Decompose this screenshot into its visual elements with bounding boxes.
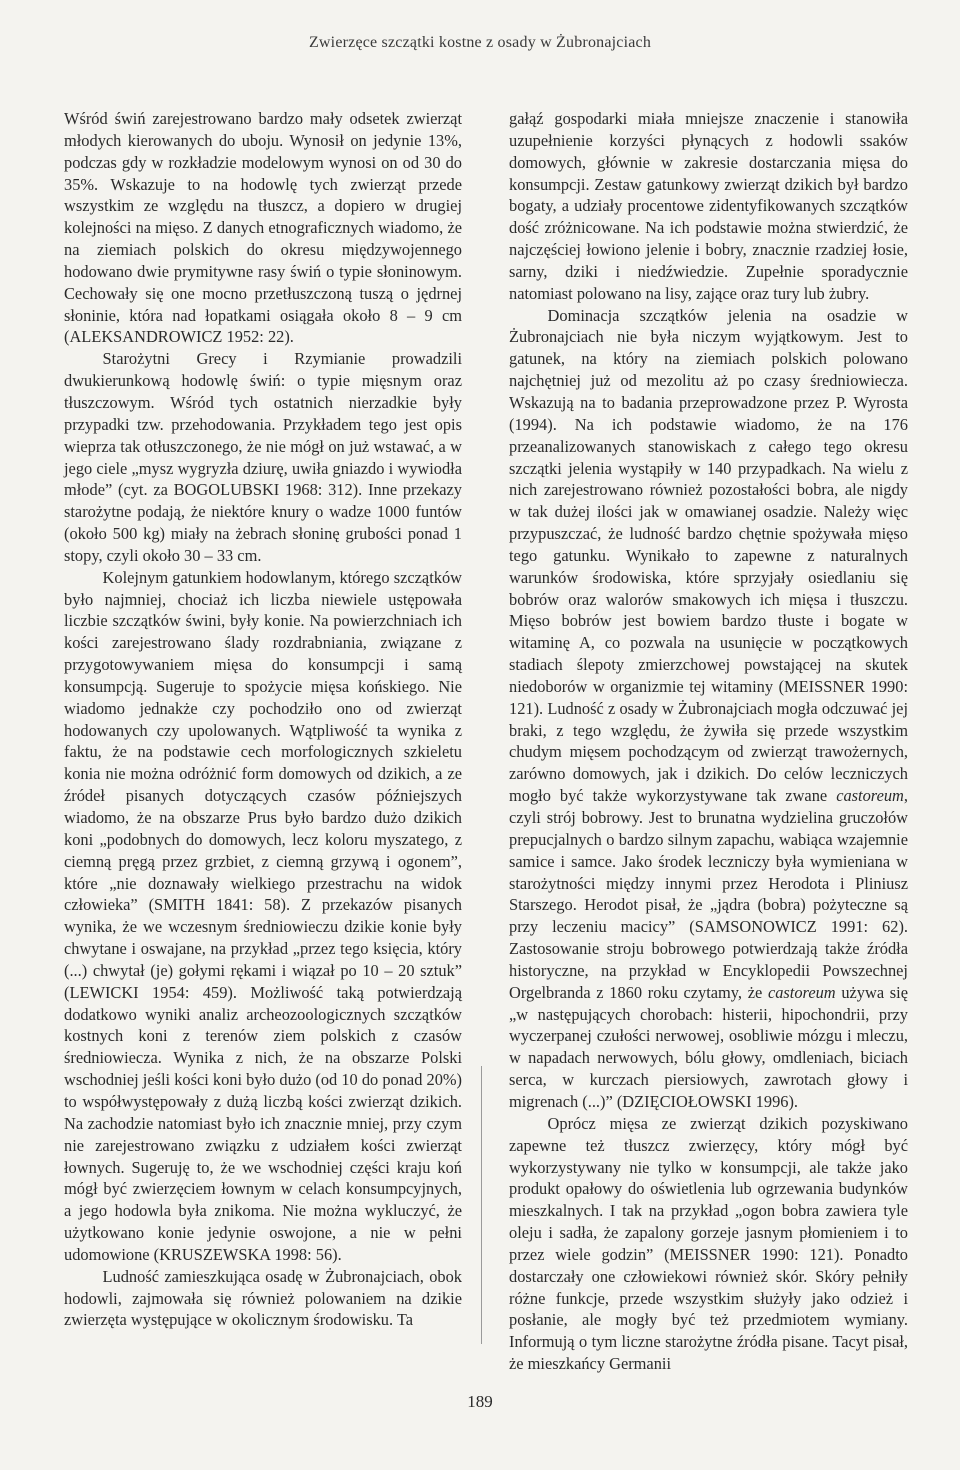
paragraph: Ludność zamieszkująca osadę w Żubronajciach, obok hodowli, zajmowała się również polowaniem na dzikie zwierzęta występujące w okolicznym środowisku. Ta bbox=[64, 1266, 462, 1330]
latin-term: castoreum bbox=[836, 786, 904, 806]
running-head: Zwierzęce szczątki kostne z osady w Żubronajciach bbox=[308, 34, 652, 51]
latin-term: castoreum bbox=[767, 982, 836, 1002]
paragraph: Kolejnym gatunkiem hodowlanym, którego szczątków było najmniej, chociaż ich liczba niewiele ustępowała liczbie szczątków świni, były konie. Na powierzchniach ich kości zarejestrowano ślady rozdrabniania, związane z przygotowywaniem mięsa do konsumpcji i samą konsumpcją. Sugeruje to spożycie mięsa końskiego. Nie wiadomo jednakże czy pochodziło ono od zwierząt hodowanych czy upolowanych. Wątpliwość ta wynika z faktu, że na podstawie cech morfologicznych szkieletu konia nie można odróżnić form domowych od dzikich, a ze źródeł pisanych dotyczących czasów późniejszych wiadomo, że na obszarze Prus było bardzo dużo dzikich koni „podobnych do domowych, lecz koloru myszatego, z ciemną pręgą przez grzbiet, z ciemną grzywą i ogonem”, które „nie doznawały wielkiego przestrachu na widok człowieka” (SMITH 1841: 58). Z przekazów pisanych wynika, że we wczesnym średniowieczu dzikie konie były chwytane i oswajane, na przykład „przez tego księcia, który (...) chwytał (je) gołymi rękami i wiązał po 10 – 20 sztuk” (LEWICKI 1954: 459). Możliwość taką potwierdzają dodatkowo wyniki analiz archeozoologicznych szczątków kostnych koni z terenów ziem polskich z czasów średniowiecza. Wynika z nich, że na obszarze Polski wschodniej jeśli kości koni było dużo (od 10 do ponad 20%) to współwystępowały z dużą liczbą kości zwierząt dzikich. Na zachodzie natomiast było ich znacznie mniej, przy czym nie zarejestrowano związku z udziałem kości zwierząt łownych. Sugeruję to, że we wschodniej części kraju koń mógł być zwierzęciem łownym w celach konsumpcyjnych, a jego hodowla była znikoma. Nie można wykluczyć, że użytkowano konie jedynie oswojone, a nie w pełni udomowione (KRUSZEWSKA 1998: 56). bbox=[64, 567, 462, 1264]
paragraph: Dominacja szczątków jelenia na osadzie w Żubronajciach nie była niczym wyjątkowym. Jest to gatunek, na który na ziemiach polskich polowano najchętniej już od mezolitu aż po czasy średniowiecza. Wskazują na to badania przeprowadzone przez P. Wyrosta (1994). Na ich podstawie wiadomo, że na 176 przeanalizowanych stanowiskach z całego tego okresu szczątki jelenia wystąpiły w 140 przypadkach. Na wielu z nich zarejestrowano również pozostałości bobra, ale nigdy w tak dużej ilości jak w omawianej osadzie. Należy więc przypuszczać, że ludność bardzo chętnie spożywała mięso tego gatunku. Wynikało to zapewne z naturalnych warunków środowiska, które sprzyjały osiedlaniu się bobrów oraz walorów smakowych ich mięsa i tłuszczu. Mięso bobrów jest bowiem bardzo tłuste i bogate w witaminę A, co pozwala na usunięcie w początkowych stadiach ślepoty zmierzchowej powstającej na skutek niedoborów w organizmie tej witaminy (MEISSNER 1990: 121). Ludność z osady w Żubronajciach mogła odczuwać jej braki, z tego względu, że żywiła się przede wszystkim chudym mięsem pochodzącym od zwierząt trawożernych, zarówno domowych, jak i dzikich. Do celów leczniczych mogło być także wykorzystywane tak zwane castoreum, czyli strój bobrowy. Jest to brunatna wydzielina gruczołów prepucjalnych o bardzo silnym zapachu, wabiąca wzajemnie samice i samce. Jako środek leczniczy była wymieniana w starożytności między innymi przez Herodota i Pliniusz Starszego. Herodot pisał, że „jądra (bobra) pożyteczne są przy leczeniu macicy” (SAMSONOWICZ 1991: 62). Zastosowanie stroju bobrowego potwierdzają także źródła historyczne, na przykład w Encyklopedii Powszechnej Orgelbranda z 1860 roku czytamy, że castoreum używa się „w następujących chorobach: histerii, hipochondrii, przy wyczerpanej czułości nerwowej, osobliwie mózgu i mleczu, w napadach nerwowych, bólu głowy, omdleniach, biciach serca, w kurczach piersiowych, zawrotach głowy i migrenach (...)” (DZIĘCIOŁOWSKI 1996). bbox=[509, 305, 909, 1111]
paragraph: Starożytni Grecy i Rzymianie prowadzili dwukierunkową hodowlę świń: o typie mięsnym oraz tłuszczowym. Wśród tych ostatnich nierzadkie były przypadki tzw. przehodowania. Przykładem tego jest opis wieprza tak otłuszczonego, że nie mógł on już wstawać, a w jego ciele „mysz wygryzła dziurę, uwiła gniazdo i wywiodła młode” (cyt. za BOGOLUBSKI 1968: 312). Inne przekazy starożytne podają, że niektóre knury o wadze 1000 funtów (około 500 kg) miały na żebrach słoninę grubości ponad 1 stopy, czyli około 30 – 33 cm. bbox=[64, 349, 462, 565]
page-number: 189 bbox=[467, 1392, 493, 1411]
right-column bbox=[509, 108, 908, 1375]
paragraph: gałąź gospodarki miała mniejsze znaczenie i stanowiła uzupełnienie korzyści płynących z hodowli ssaków domowych, głównie w zakresie dostarczania mięsa do konsumpcji. Zestaw gatunkowy zwierząt dzikich był bardzo bogaty, a udziały procentowe zidentyfikowanych szczątków dość zróżnicowane. Na ich podstawie można stwierdzić, że najczęściej łowiono jelenie i bobry, znacznie rzadziej łosie, sarny, dziki i niedźwiedzie. Zupełnie sporadycznie natomiast polowano na lisy, zające oraz tury lub żubry. bbox=[509, 109, 908, 303]
column-rule bbox=[481, 1066, 482, 1344]
left-column bbox=[64, 108, 462, 1331]
paragraph: Oprócz mięsa ze zwierząt dzikich pozyskiwano zapewne też tłuszcz zwierzęcy, który mógł być wykorzystywany nie tylko w konsumpcji, ale także jako produkt opałowy do oświetlenia lub ogrzewania budynków mieszkalnych. I tak na przykład „ogon bobra zawiera tyle oleju i sadła, że zapalony gorzeje jasnym płomieniem i to przez wiele godzin” (MEISSNER 1990: 121). Ponadto dostarczały one człowiekowi również skór. Skóry pełniły różne funkcje, przede wszystkim służyły jako odzież i posłanie, ale mogły być też przedmiotem wymiany. Informują o tym liczne starożytne źródła pisane. Tacyt pisał, że mieszkańcy Germanii bbox=[509, 1113, 908, 1374]
paragraph: Wśród świń zarejestrowano bardzo mały odsetek zwierząt młodych kierowanych do uboju. Wynosił on jedynie 13%, podczas gdy w rozkładzie modelowym wynosi on od 30 do 35%. Wskazuje to na hodowlę tych zwierząt przede wszystkim ze względu na tłuszcz, a dopiero w drugiej kolejności na mięso. Z danych etnograficznych wiadomo, że na ziemiach polskich do okresu międzywojennego hodowano dwie prymitywne rasy świń o typie słoninowym. Cechowały się one mocno przetłuszczoną tuszą o jędrnej słoninie, która nad łopatkami osiągała około 8 – 9 cm (ALEKSANDROWICZ 1952: 22). bbox=[64, 109, 462, 347]
